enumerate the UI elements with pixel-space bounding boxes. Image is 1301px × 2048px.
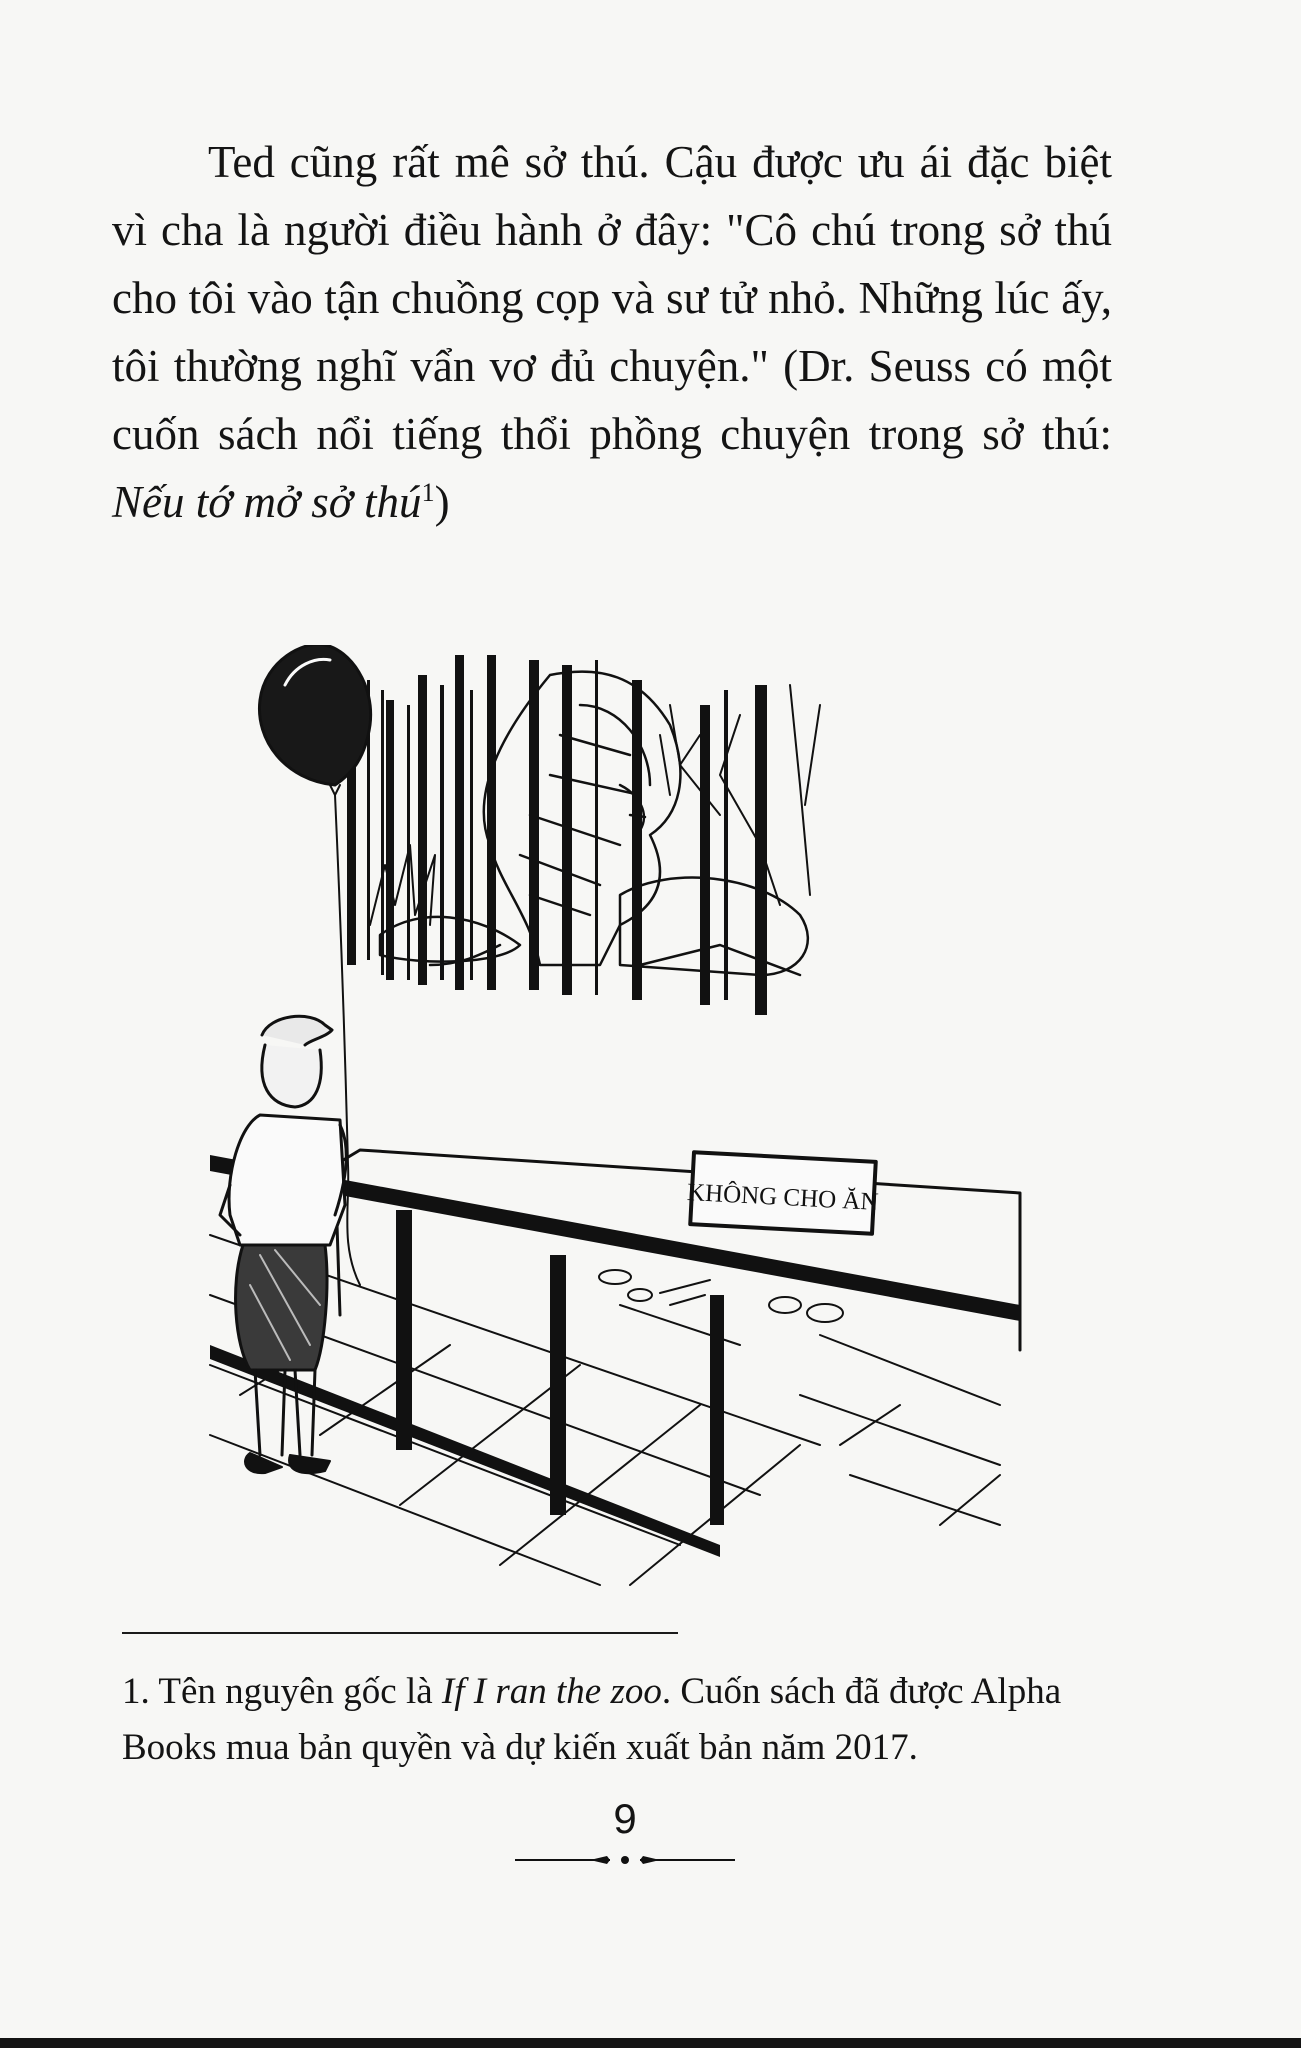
zoo-illustration: [200, 645, 1040, 1595]
footnote-marker: 1: [421, 478, 435, 507]
page-number-ornament: [515, 1850, 735, 1870]
paragraph-text: Ted cũng rất mê sở thú. Cậu được ưu ái đặc biệt vì cha là người điều hành ở đây: "Cô chú trong sở thú cho tôi vào tận chuồng cọp và sư tử nhỏ. Những lúc ấy, tôi thường nghĩ vẩn vơ đủ chuyện." (Dr. Seuss có một cuốn sách nổi tiếng thổi phồng chuyện trong sở thú:: [112, 137, 1112, 459]
footnote-original-title: If I ran the zoo: [441, 1671, 662, 1712]
sign-text: KHÔNG CHO ĂN: [686, 1178, 880, 1216]
page-bottom-edge: [0, 2038, 1301, 2048]
footnote-text: Tên nguyên gốc là: [158, 1671, 442, 1712]
footnote: [122, 1664, 1122, 1776]
cage-bars: [347, 655, 767, 1015]
enclosure-rocks: [380, 878, 808, 975]
page-number: 9: [613, 1795, 637, 1842]
paragraph-closing-paren: ): [434, 477, 450, 527]
footnote-divider: [122, 1632, 678, 1634]
feeding-sign: [686, 1152, 879, 1233]
footnote-text-continued: . Cuốn sách đã được Alpha Books mua bản quyền và dự kiến xuất bản năm 2017.: [122, 1671, 1062, 1768]
book-title-italic: Nếu tớ mở sở thú: [112, 477, 422, 527]
footnote-number: 1.: [122, 1671, 150, 1712]
boy: [220, 1016, 346, 1473]
body-paragraph: [112, 128, 1112, 536]
